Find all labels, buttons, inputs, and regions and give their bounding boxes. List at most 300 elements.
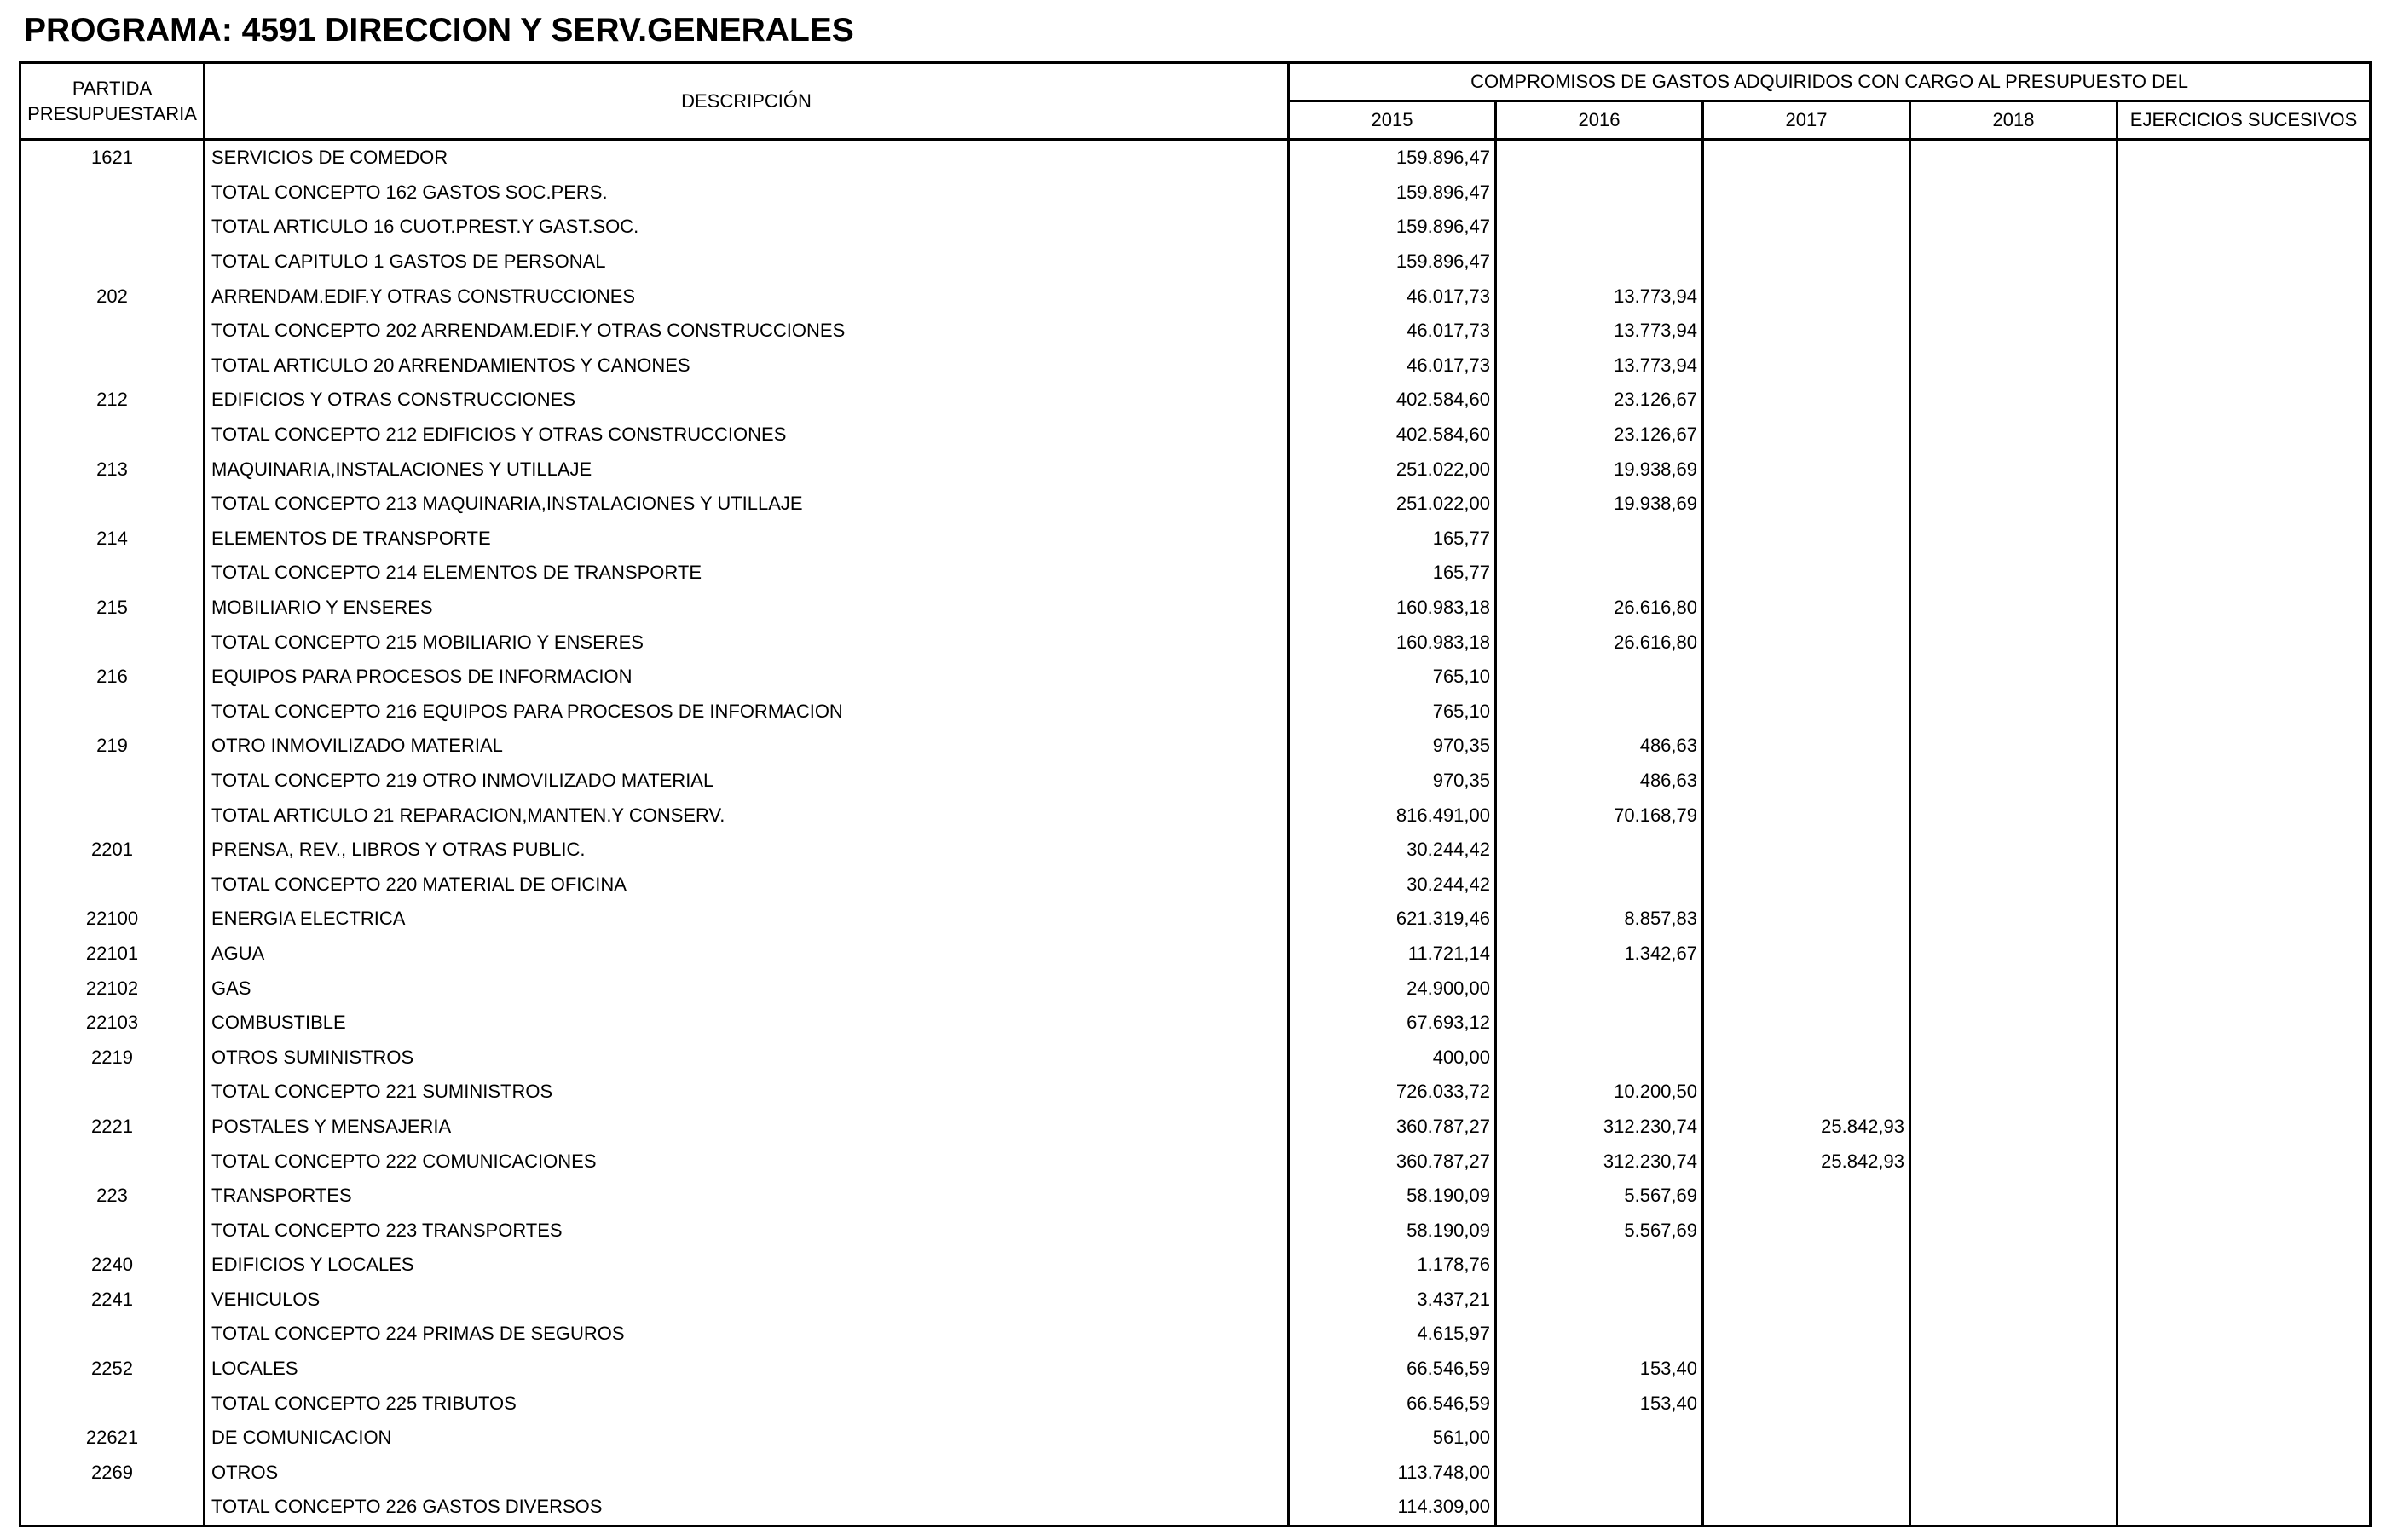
cell-2015: 113.748,00	[1289, 1456, 1496, 1491]
cell-descripcion: TOTAL CAPITULO 1 GASTOS DE PERSONAL	[205, 245, 1289, 280]
cell-descripcion: TOTAL CONCEPTO 213 MAQUINARIA,INSTALACIONES Y UTILLAJE	[205, 487, 1289, 522]
cell-descripcion: TOTAL CONCEPTO 222 COMUNICACIONES	[205, 1144, 1289, 1179]
cell-2015: 114.309,00	[1289, 1490, 1496, 1526]
header-partida: PARTIDA PRESUPUESTARIA	[20, 63, 205, 140]
cell-2015: 765,10	[1289, 695, 1496, 730]
cell-2015: 46.017,73	[1289, 314, 1496, 349]
cell-2017	[1703, 660, 1910, 695]
cell-2015: 66.546,59	[1289, 1386, 1496, 1421]
table-row	[20, 487, 2371, 522]
cell-2015: 159.896,47	[1289, 176, 1496, 211]
cell-ejercicios-sucesivos	[2117, 176, 2371, 211]
cell-descripcion: LOCALES	[205, 1352, 1289, 1387]
cell-descripcion: TRANSPORTES	[205, 1179, 1289, 1214]
cell-ejercicios-sucesivos	[2117, 210, 2371, 245]
table-row	[20, 140, 2371, 176]
cell-2016: 23.126,67	[1496, 383, 1703, 418]
cell-2017	[1703, 1040, 1910, 1075]
cell-partida: 22101	[20, 937, 205, 972]
table-row	[20, 695, 2371, 730]
cell-partida: 202	[20, 279, 205, 314]
cell-2015: 4.615,97	[1289, 1317, 1496, 1352]
cell-2018	[1910, 1386, 2117, 1421]
cell-2017	[1703, 487, 1910, 522]
cell-2015: 30.244,42	[1289, 833, 1496, 868]
table-row	[20, 1040, 2371, 1075]
cell-2016: 13.773,94	[1496, 349, 1703, 384]
table-row	[20, 971, 2371, 1006]
cell-descripcion: TOTAL CONCEPTO 202 ARRENDAM.EDIF.Y OTRAS CONSTRUCCIONES	[205, 314, 1289, 349]
cell-partida: 223	[20, 1179, 205, 1214]
cell-2018	[1910, 798, 2117, 833]
cell-2018	[1910, 833, 2117, 868]
cell-ejercicios-sucesivos	[2117, 349, 2371, 384]
cell-2016	[1496, 1006, 1703, 1041]
cell-2015: 402.584,60	[1289, 383, 1496, 418]
cell-descripcion: TOTAL CONCEPTO 215 MOBILIARIO Y ENSERES	[205, 625, 1289, 660]
cell-2015: 765,10	[1289, 660, 1496, 695]
cell-2016	[1496, 1283, 1703, 1318]
table-row	[20, 210, 2371, 245]
cell-2016	[1496, 833, 1703, 868]
cell-2016	[1496, 245, 1703, 280]
cell-2018	[1910, 660, 2117, 695]
cell-2016: 23.126,67	[1496, 418, 1703, 453]
cell-2018	[1910, 695, 2117, 730]
cell-partida: 214	[20, 522, 205, 557]
cell-2016: 10.200,50	[1496, 1075, 1703, 1110]
cell-2016: 19.938,69	[1496, 452, 1703, 487]
cell-partida: 2252	[20, 1352, 205, 1387]
cell-partida: 22103	[20, 1006, 205, 1041]
cell-2015: 360.787,27	[1289, 1110, 1496, 1145]
cell-ejercicios-sucesivos	[2117, 798, 2371, 833]
cell-descripcion: MAQUINARIA,INSTALACIONES Y UTILLAJE	[205, 452, 1289, 487]
cell-2016: 13.773,94	[1496, 314, 1703, 349]
cell-2018	[1910, 452, 2117, 487]
cell-partida: 2201	[20, 833, 205, 868]
header-year-2018: 2018	[1910, 101, 2117, 140]
cell-partida: 216	[20, 660, 205, 695]
cell-partida	[20, 210, 205, 245]
cell-ejercicios-sucesivos	[2117, 1213, 2371, 1248]
cell-2018	[1910, 1179, 2117, 1214]
cell-2017	[1703, 349, 1910, 384]
cell-2015: 159.896,47	[1289, 140, 1496, 176]
cell-2017	[1703, 1006, 1910, 1041]
table-row	[20, 1456, 2371, 1491]
cell-2016	[1496, 210, 1703, 245]
table-row	[20, 1248, 2371, 1283]
cell-ejercicios-sucesivos	[2117, 1144, 2371, 1179]
table-row	[20, 937, 2371, 972]
cell-2018	[1910, 487, 2117, 522]
cell-2016: 486,63	[1496, 764, 1703, 799]
table-row	[20, 418, 2371, 453]
cell-2016: 153,40	[1496, 1352, 1703, 1387]
cell-2018	[1910, 522, 2117, 557]
cell-2018	[1910, 1006, 2117, 1041]
cell-2017	[1703, 764, 1910, 799]
cell-2015: 46.017,73	[1289, 279, 1496, 314]
cell-2015: 360.787,27	[1289, 1144, 1496, 1179]
cell-ejercicios-sucesivos	[2117, 1386, 2371, 1421]
cell-2015: 58.190,09	[1289, 1213, 1496, 1248]
cell-2018	[1910, 764, 2117, 799]
cell-partida: 215	[20, 591, 205, 626]
cell-descripcion: SERVICIOS DE COMEDOR	[205, 140, 1289, 176]
cell-2015: 11.721,14	[1289, 937, 1496, 972]
cell-descripcion: TOTAL CONCEPTO 212 EDIFICIOS Y OTRAS CONSTRUCCIONES	[205, 418, 1289, 453]
cell-partida	[20, 625, 205, 660]
cell-2017	[1703, 1179, 1910, 1214]
table-row	[20, 625, 2371, 660]
cell-2016: 5.567,69	[1496, 1213, 1703, 1248]
table-body	[20, 140, 2371, 1526]
cell-2017	[1703, 1075, 1910, 1110]
budget-table	[19, 61, 2372, 1527]
cell-2015: 251.022,00	[1289, 487, 1496, 522]
table-row	[20, 660, 2371, 695]
cell-2018	[1910, 1213, 2117, 1248]
cell-2017	[1703, 279, 1910, 314]
cell-2017	[1703, 833, 1910, 868]
table-row	[20, 1179, 2371, 1214]
cell-descripcion: OTRO INMOVILIZADO MATERIAL	[205, 729, 1289, 764]
cell-2016	[1496, 660, 1703, 695]
cell-2017	[1703, 176, 1910, 211]
table-row	[20, 867, 2371, 902]
cell-2018	[1910, 625, 2117, 660]
cell-2016: 26.616,80	[1496, 625, 1703, 660]
cell-2015: 24.900,00	[1289, 971, 1496, 1006]
cell-2016	[1496, 1456, 1703, 1491]
table-row	[20, 833, 2371, 868]
cell-descripcion: PRENSA, REV., LIBROS Y OTRAS PUBLIC.	[205, 833, 1289, 868]
cell-2016	[1496, 522, 1703, 557]
cell-descripcion: TOTAL ARTICULO 16 CUOT.PREST.Y GAST.SOC.	[205, 210, 1289, 245]
cell-2016: 8.857,83	[1496, 902, 1703, 937]
table-row	[20, 1006, 2371, 1041]
table-row	[20, 452, 2371, 487]
cell-2016: 312.230,74	[1496, 1144, 1703, 1179]
cell-2015: 165,77	[1289, 522, 1496, 557]
cell-ejercicios-sucesivos	[2117, 1421, 2371, 1456]
table-row	[20, 764, 2371, 799]
cell-ejercicios-sucesivos	[2117, 867, 2371, 902]
cell-2018	[1910, 418, 2117, 453]
table-row	[20, 902, 2371, 937]
cell-2015: 159.896,47	[1289, 245, 1496, 280]
table-row	[20, 1283, 2371, 1318]
cell-2016	[1496, 1317, 1703, 1352]
table-row	[20, 1213, 2371, 1248]
table-row	[20, 591, 2371, 626]
cell-ejercicios-sucesivos	[2117, 1006, 2371, 1041]
cell-2015: 251.022,00	[1289, 452, 1496, 487]
cell-2015: 67.693,12	[1289, 1006, 1496, 1041]
cell-2015: 726.033,72	[1289, 1075, 1496, 1110]
cell-2018	[1910, 937, 2117, 972]
cell-2017	[1703, 902, 1910, 937]
cell-ejercicios-sucesivos	[2117, 1317, 2371, 1352]
cell-2016: 5.567,69	[1496, 1179, 1703, 1214]
cell-2016	[1496, 140, 1703, 176]
cell-2018	[1910, 383, 2117, 418]
cell-2015: 400,00	[1289, 1040, 1496, 1075]
cell-2016	[1496, 971, 1703, 1006]
cell-partida: 22100	[20, 902, 205, 937]
cell-2015: 970,35	[1289, 729, 1496, 764]
cell-2016: 486,63	[1496, 729, 1703, 764]
header-compromisos: COMPROMISOS DE GASTOS ADQUIRIDOS CON CARGO AL PRESUPUESTO DEL	[1289, 63, 2371, 101]
cell-partida: 2241	[20, 1283, 205, 1318]
cell-2016: 70.168,79	[1496, 798, 1703, 833]
cell-descripcion: ENERGIA ELECTRICA	[205, 902, 1289, 937]
cell-partida	[20, 314, 205, 349]
cell-2018	[1910, 1352, 2117, 1387]
header-year-2016: 2016	[1496, 101, 1703, 140]
cell-2017	[1703, 383, 1910, 418]
cell-2016: 13.773,94	[1496, 279, 1703, 314]
cell-2017	[1703, 140, 1910, 176]
cell-2017	[1703, 418, 1910, 453]
cell-2015: 46.017,73	[1289, 349, 1496, 384]
header-descripcion: DESCRIPCIÓN	[205, 63, 1289, 140]
cell-2015: 402.584,60	[1289, 418, 1496, 453]
table-row	[20, 245, 2371, 280]
table-header	[20, 63, 2371, 140]
cell-2018	[1910, 349, 2117, 384]
cell-ejercicios-sucesivos	[2117, 1248, 2371, 1283]
cell-descripcion: AGUA	[205, 937, 1289, 972]
cell-ejercicios-sucesivos	[2117, 1110, 2371, 1145]
cell-2017	[1703, 937, 1910, 972]
cell-descripcion: TOTAL CONCEPTO 214 ELEMENTOS DE TRANSPORTE	[205, 556, 1289, 591]
cell-ejercicios-sucesivos	[2117, 383, 2371, 418]
cell-descripcion: TOTAL CONCEPTO 226 GASTOS DIVERSOS	[205, 1490, 1289, 1526]
cell-partida	[20, 245, 205, 280]
cell-ejercicios-sucesivos	[2117, 833, 2371, 868]
cell-descripcion: TOTAL ARTICULO 20 ARRENDAMIENTOS Y CANONES	[205, 349, 1289, 384]
cell-2018	[1910, 971, 2117, 1006]
table-row	[20, 1144, 2371, 1179]
cell-2015: 30.244,42	[1289, 867, 1496, 902]
cell-descripcion: TOTAL ARTICULO 21 REPARACION,MANTEN.Y CONSERV.	[205, 798, 1289, 833]
table-row	[20, 729, 2371, 764]
cell-descripcion: EDIFICIOS Y LOCALES	[205, 1248, 1289, 1283]
cell-partida	[20, 487, 205, 522]
cell-ejercicios-sucesivos	[2117, 660, 2371, 695]
cell-2018	[1910, 1040, 2117, 1075]
cell-partida	[20, 1213, 205, 1248]
cell-partida	[20, 764, 205, 799]
cell-ejercicios-sucesivos	[2117, 1283, 2371, 1318]
cell-ejercicios-sucesivos	[2117, 1075, 2371, 1110]
cell-2016	[1496, 867, 1703, 902]
cell-2018	[1910, 210, 2117, 245]
cell-ejercicios-sucesivos	[2117, 314, 2371, 349]
cell-partida: 2221	[20, 1110, 205, 1145]
cell-2016	[1496, 1421, 1703, 1456]
cell-2018	[1910, 245, 2117, 280]
cell-2018	[1910, 1144, 2117, 1179]
cell-descripcion: TOTAL CONCEPTO 224 PRIMAS DE SEGUROS	[205, 1317, 1289, 1352]
cell-ejercicios-sucesivos	[2117, 591, 2371, 626]
cell-2016	[1496, 1490, 1703, 1526]
cell-ejercicios-sucesivos	[2117, 418, 2371, 453]
table-row	[20, 1110, 2371, 1145]
cell-ejercicios-sucesivos	[2117, 1040, 2371, 1075]
cell-2015: 1.178,76	[1289, 1248, 1496, 1283]
cell-ejercicios-sucesivos	[2117, 556, 2371, 591]
cell-2018	[1910, 1283, 2117, 1318]
cell-descripcion: TOTAL CONCEPTO 162 GASTOS SOC.PERS.	[205, 176, 1289, 211]
cell-2015: 160.983,18	[1289, 625, 1496, 660]
cell-2016: 1.342,67	[1496, 937, 1703, 972]
table-row	[20, 349, 2371, 384]
cell-partida: 212	[20, 383, 205, 418]
cell-partida: 2240	[20, 1248, 205, 1283]
cell-2017	[1703, 245, 1910, 280]
cell-2015: 3.437,21	[1289, 1283, 1496, 1318]
cell-descripcion: DE COMUNICACION	[205, 1421, 1289, 1456]
cell-2018	[1910, 1490, 2117, 1526]
cell-2017	[1703, 1283, 1910, 1318]
cell-ejercicios-sucesivos	[2117, 1179, 2371, 1214]
cell-ejercicios-sucesivos	[2117, 937, 2371, 972]
cell-2018	[1910, 556, 2117, 591]
cell-2015: 621.319,46	[1289, 902, 1496, 937]
cell-2017	[1703, 452, 1910, 487]
cell-partida	[20, 1075, 205, 1110]
cell-2016	[1496, 695, 1703, 730]
table-row	[20, 1421, 2371, 1456]
table-row	[20, 798, 2371, 833]
header-year-2017: 2017	[1703, 101, 1910, 140]
cell-descripcion: TOTAL CONCEPTO 221 SUMINISTROS	[205, 1075, 1289, 1110]
cell-ejercicios-sucesivos	[2117, 245, 2371, 280]
cell-2015: 970,35	[1289, 764, 1496, 799]
cell-partida: 2219	[20, 1040, 205, 1075]
header-ejercicios-sucesivos: EJERCICIOS SUCESIVOS	[2117, 101, 2371, 140]
cell-2017	[1703, 1213, 1910, 1248]
cell-descripcion: EQUIPOS PARA PROCESOS DE INFORMACION	[205, 660, 1289, 695]
cell-ejercicios-sucesivos	[2117, 902, 2371, 937]
cell-2017	[1703, 591, 1910, 626]
table-row	[20, 176, 2371, 211]
table-row	[20, 556, 2371, 591]
cell-descripcion: POSTALES Y MENSAJERIA	[205, 1110, 1289, 1145]
cell-2017	[1703, 1352, 1910, 1387]
cell-descripcion: MOBILIARIO Y ENSERES	[205, 591, 1289, 626]
cell-2015: 58.190,09	[1289, 1179, 1496, 1214]
cell-partida	[20, 176, 205, 211]
cell-2017	[1703, 1386, 1910, 1421]
cell-partida	[20, 1490, 205, 1526]
cell-2017	[1703, 210, 1910, 245]
cell-2018	[1910, 591, 2117, 626]
table-row	[20, 279, 2371, 314]
cell-ejercicios-sucesivos	[2117, 1456, 2371, 1491]
cell-ejercicios-sucesivos	[2117, 140, 2371, 176]
cell-2017: 25.842,93	[1703, 1110, 1910, 1145]
cell-2017	[1703, 971, 1910, 1006]
cell-partida	[20, 1386, 205, 1421]
table-row	[20, 1075, 2371, 1110]
cell-2016: 312.230,74	[1496, 1110, 1703, 1145]
cell-partida	[20, 867, 205, 902]
cell-partida	[20, 418, 205, 453]
cell-2016: 19.938,69	[1496, 487, 1703, 522]
cell-partida: 219	[20, 729, 205, 764]
cell-partida: 22621	[20, 1421, 205, 1456]
cell-ejercicios-sucesivos	[2117, 522, 2371, 557]
cell-2018	[1910, 1248, 2117, 1283]
cell-2015: 159.896,47	[1289, 210, 1496, 245]
cell-ejercicios-sucesivos	[2117, 1352, 2371, 1387]
cell-2017	[1703, 695, 1910, 730]
cell-partida	[20, 556, 205, 591]
cell-2015: 561,00	[1289, 1421, 1496, 1456]
cell-descripcion: OTROS SUMINISTROS	[205, 1040, 1289, 1075]
cell-2016	[1496, 556, 1703, 591]
cell-2017	[1703, 1456, 1910, 1491]
cell-descripcion: TOTAL CONCEPTO 220 MATERIAL DE OFICINA	[205, 867, 1289, 902]
cell-2017	[1703, 556, 1910, 591]
cell-2017	[1703, 625, 1910, 660]
cell-2018	[1910, 1421, 2117, 1456]
cell-descripcion: VEHICULOS	[205, 1283, 1289, 1318]
cell-descripcion: TOTAL CONCEPTO 225 TRIBUTOS	[205, 1386, 1289, 1421]
cell-ejercicios-sucesivos	[2117, 695, 2371, 730]
cell-ejercicios-sucesivos	[2117, 279, 2371, 314]
cell-partida: 213	[20, 452, 205, 487]
table-row	[20, 1386, 2371, 1421]
cell-descripcion: COMBUSTIBLE	[205, 1006, 1289, 1041]
cell-2017	[1703, 1421, 1910, 1456]
cell-2015: 160.983,18	[1289, 591, 1496, 626]
cell-partida: 22102	[20, 971, 205, 1006]
cell-2018	[1910, 1110, 2117, 1145]
cell-ejercicios-sucesivos	[2117, 729, 2371, 764]
cell-ejercicios-sucesivos	[2117, 452, 2371, 487]
page-title: PROGRAMA: 4591 DIRECCION Y SERV.GENERALES	[24, 12, 854, 49]
table-row	[20, 314, 2371, 349]
cell-descripcion: TOTAL CONCEPTO 219 OTRO INMOVILIZADO MATERIAL	[205, 764, 1289, 799]
cell-2017	[1703, 867, 1910, 902]
table-row	[20, 383, 2371, 418]
table-row	[20, 1352, 2371, 1387]
cell-partida: 2269	[20, 1456, 205, 1491]
cell-ejercicios-sucesivos	[2117, 1490, 2371, 1526]
cell-2016	[1496, 176, 1703, 211]
cell-partida: 1621	[20, 140, 205, 176]
cell-2015: 816.491,00	[1289, 798, 1496, 833]
cell-2017	[1703, 729, 1910, 764]
cell-descripcion: TOTAL CONCEPTO 216 EQUIPOS PARA PROCESOS DE INFORMACION	[205, 695, 1289, 730]
cell-2017	[1703, 1248, 1910, 1283]
cell-ejercicios-sucesivos	[2117, 971, 2371, 1006]
cell-descripcion: GAS	[205, 971, 1289, 1006]
cell-2016: 153,40	[1496, 1386, 1703, 1421]
cell-partida	[20, 1144, 205, 1179]
cell-2015: 165,77	[1289, 556, 1496, 591]
cell-2018	[1910, 1456, 2117, 1491]
cell-2018	[1910, 314, 2117, 349]
cell-descripcion: EDIFICIOS Y OTRAS CONSTRUCCIONES	[205, 383, 1289, 418]
cell-partida	[20, 349, 205, 384]
